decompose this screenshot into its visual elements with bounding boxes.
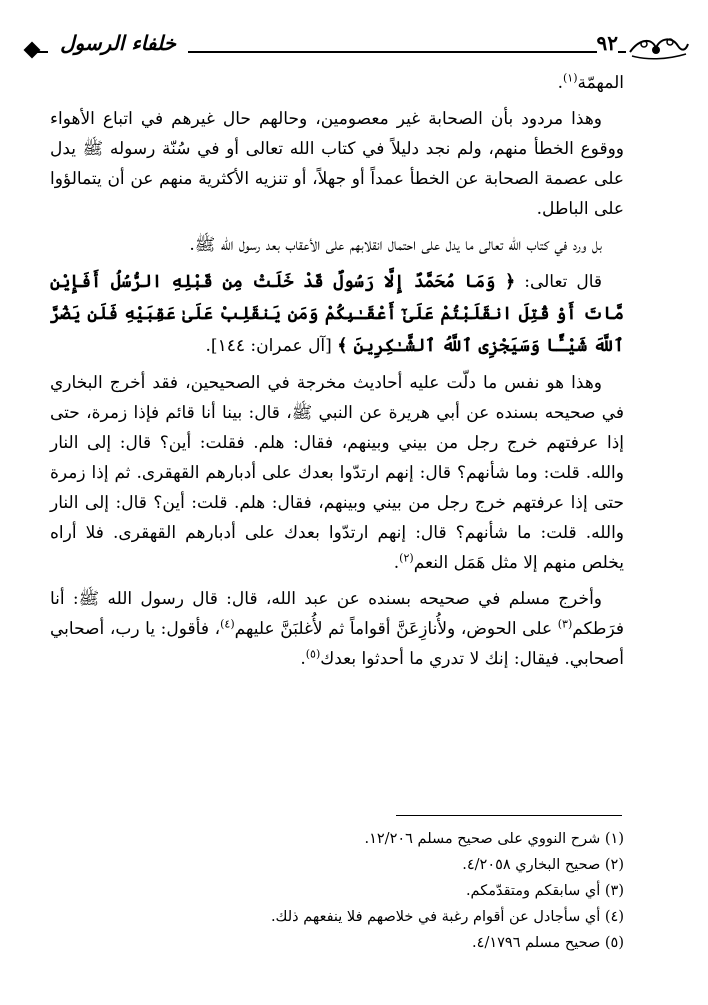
footnote-4: (٤) أي سأجادل عن أقوام رغبة في خلاصهم فلا ينفعهم ذلك. <box>270 909 624 925</box>
p1-end: . <box>557 73 563 93</box>
quran-verse: ﴿ وَمَا مُحَمَّدٌ إِلَّا رَسُولٌ قَدْ خَلَتْ مِن قَبْلِهِ الرُّسُلُ أَفَإِيْن مَّاتَ أَوْ قُتِلَ انقَلَبْتُمْ عَلَىٰٓ أَعْقَـٰبِكُمْ وَمَن يَنقَلِبْ عَلَىٰ عَقِبَيْهِ فَلَن يَضُرَّ ٱللَّهَ شَيْـًٔا وَسَيَجْزِى ٱللَّهُ ٱلشَّـٰكِرِينَ ﴾ <box>50 272 624 356</box>
p1-text: المهمّة <box>577 73 624 93</box>
footnote-ref-1: (١) <box>562 71 578 85</box>
p5-text: وهذا هو نفس ما دلّت عليه أحاديث مخرجة في الصحيحين، فقد أخرج البخاري في صحيحه بسنده عن أبي هريرة عن النبي ﷺ، قال: بينا أنا قائم فإذا زمرة، حتى إذا عرفتهم خرج رجل من بيني وبينهم، فقال: هلم. فقلت: أين؟ قال: إلى النار والله. قلت: وما شأنهم؟ قال: إنهم ارتدّوا بعدك على أدبارهم القهقرى. ثم إذا زمرة حتى إذا عرفتهم خرج رجل من بيني وبينهم، فقال: هلم. قلت: أين؟ قال: إلى النار والله. قلت: ما شأنهم؟ قال: إنهم ارتدّوا بعدك على أدبارهم القهقرى. فلا أراه يخلص منهم إلا مثل هَمَل النعم <box>50 373 624 573</box>
footnote-1: (١) شرح النووي على صحيح مسلم ١٢/٢٠٦. <box>364 831 624 847</box>
footnote-5: (٥) صحيح مسلم ٤/١٧٩٦. <box>472 935 624 951</box>
p6-text-c: ، فأقول: يا رب، أصحابي أصحابي. فيقال: إنك لا تدري ما أحدثوا بعدك <box>50 619 624 669</box>
running-header <box>22 30 690 64</box>
footnote-separator <box>396 815 622 816</box>
paragraph-6 <box>50 584 624 674</box>
paragraph-5 <box>50 368 624 578</box>
floral-ornament-icon <box>626 30 690 64</box>
footnote-3: (٣) أي سابقكم ومتقدّمكم. <box>465 883 624 899</box>
p5-end: . <box>393 553 400 573</box>
main-text <box>50 68 624 680</box>
paragraph-4 <box>50 266 624 362</box>
footnote-2: (٢) صحيح البخاري ٤/٢٠٥٨. <box>462 857 624 873</box>
paragraph-3: بل ورد في كتاب الله تعالى ما يدل على احتمال انقلابهم على الأعقاب بعد رسول الله ﷺ. <box>189 235 602 255</box>
footnote-ref-5: (٥) <box>305 647 321 661</box>
verse-intro: قال تعالى: <box>515 272 602 292</box>
footnote-ref-4: (٤) <box>220 617 235 631</box>
footnotes <box>50 826 624 956</box>
paragraph-2: وهذا مردود بأن الصحابة غير معصومين، وحالهم حال غيرهم في اتباع الأهواء ووقوع الخطأ منهم، ولم نجد دليلاً في كتاب الله تعالى أو في سُنّة رسوله ﷺ يدل على عصمة الصحابة عن الخطأ عمداً أو جهلاً، أو تنزيه الأكثرية منهم عن أن يتمالؤوا على الباطل. <box>50 109 624 219</box>
running-title: خلفاء الرسول <box>48 30 188 56</box>
p6-text-b: على الحوض، ولأُنازِعَنَّ أقواماً ثم لأُغلبَنَّ عليهم <box>234 619 558 639</box>
diamond-ornament-icon <box>24 42 41 59</box>
footnote-ref-2: (٢) <box>399 551 414 565</box>
p6-text-a: وأخرج مسلم في صحيحه بسنده عن عبد الله، قال: قال رسول الله ﷺ: أنا فرَطكم <box>50 589 624 639</box>
verse-source: [آل عمران: ١٤٤]. <box>205 336 338 356</box>
p6-end: . <box>300 649 306 669</box>
paragraph-1 <box>50 68 624 98</box>
page-number: ٩٢ <box>596 31 618 55</box>
footnote-ref-3: (٣) <box>557 617 573 631</box>
